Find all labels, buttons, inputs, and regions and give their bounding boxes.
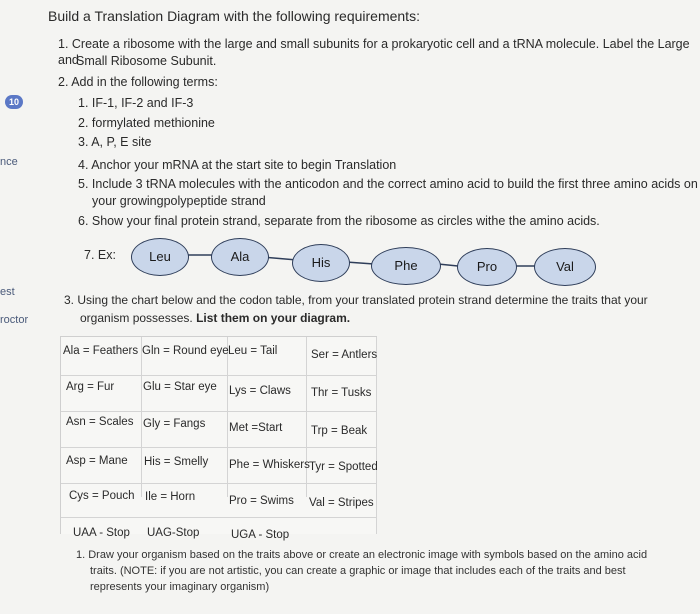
table-divider [61,517,377,518]
trait-cell: Glu = Star eye [143,381,217,393]
amino-acid-circle: Phe [371,247,441,285]
amino-acid-circle: Leu [131,238,189,276]
trait-cell: Asn = Scales [66,416,134,428]
trait-cell: UAG-Stop [147,527,200,539]
trait-cell: Ile = Horn [145,491,196,503]
trait-cell: Ala = Feathers [63,345,139,357]
sub-item-5: 5. Include 3 tRNA molecules with the anticodon and the correct amino acid to build the first three amino acids on [78,177,698,191]
trait-cell: Phe = Whiskers [229,459,310,471]
trait-cell: Met =Start [229,422,283,434]
drawing-instruction: 1. Draw your organism based on the traits above or create an electronic image with symbols based on the amino acid [76,549,648,561]
sub-item-2: 2. formylated methionine [78,116,215,130]
trait-cell: His = Smelly [144,456,209,468]
sub-item-7: 7. Ex: [84,248,116,262]
table-divider [61,447,377,448]
sub-item-1: 1. IF-1, IF-2 and IF-3 [78,96,194,110]
trait-cell: Trp = Beak [311,425,368,437]
table-divider [61,411,377,412]
trait-cell: Gln = Round eye [142,345,229,357]
requirement-3-cont [80,310,350,326]
trait-table [60,336,378,541]
requirement-2: 2. Add in the following terms: [58,75,218,89]
notification-badge[interactable]: 10 [5,95,23,109]
table-divider [61,375,377,376]
sidebar-fragment[interactable]: est [0,286,15,298]
requirement-1: 1. Create a ribosome with the large and small subunits for a prokaryotic cell and a tRNA molecule. Label the Large and [58,37,690,67]
trait-cell: UAA - Stop [73,527,130,539]
table-divider [306,337,307,497]
drawing-instruction-cont: traits. (NOTE: if you are not artistic, you can create a graphic or image that includes each of the traits and best [90,565,626,577]
trait-cell: Cys = Pouch [69,490,135,502]
table-divider [227,337,228,497]
trait-cell: Tyr = Spotted [309,461,378,473]
trait-cell: Pro = Swims [229,495,294,507]
amino-acid-circle: His [292,244,350,282]
sub-item-5-cont: your growingpolypeptide strand [92,194,266,208]
sidebar-fragment[interactable]: nce [0,156,18,168]
requirement-3-emphasis: List them on your diagram. [196,311,351,325]
sub-item-4: 4. Anchor your mRNA at the start site to begin Translation [78,158,397,172]
sub-item-6: 6. Show your final protein strand, separate from the ribosome as circles withe the amino acids. [78,214,600,228]
sidebar-fragment[interactable]: roctor [0,314,29,326]
trait-cell: Leu = Tail [228,345,278,357]
trait-cell: Asp = Mane [66,455,128,467]
table-divider [376,337,377,534]
trait-cell: Lys = Claws [229,385,291,397]
drawing-instruction-cont: represents your imaginary organism) [90,581,270,593]
requirement-1-cont: Small Ribosome Subunit. [76,54,217,68]
trait-cell: Thr = Tusks [311,387,372,399]
amino-acid-circle: Val [534,248,596,286]
trait-cell: Ser = Antlers [311,349,378,361]
requirement-3: 3. Using the chart below and the codon table, from your translated protein strand determine the traits that your [64,293,648,307]
trait-cell: Arg = Fur [66,381,115,393]
trait-cell: UGA - Stop [231,529,290,541]
trait-cell: Val = Stripes [309,497,374,509]
page-title: Build a Translation Diagram with the following requirements: [48,8,420,24]
table-divider [61,483,377,484]
table-divider [141,337,142,497]
requirement-3-text: organism possesses. [80,311,197,325]
trait-cell: Gly = Fangs [143,418,206,430]
amino-acid-circle: Pro [457,248,517,286]
sub-item-3: 3. A, P, E site [78,135,152,149]
amino-acid-circle: Ala [211,238,269,276]
